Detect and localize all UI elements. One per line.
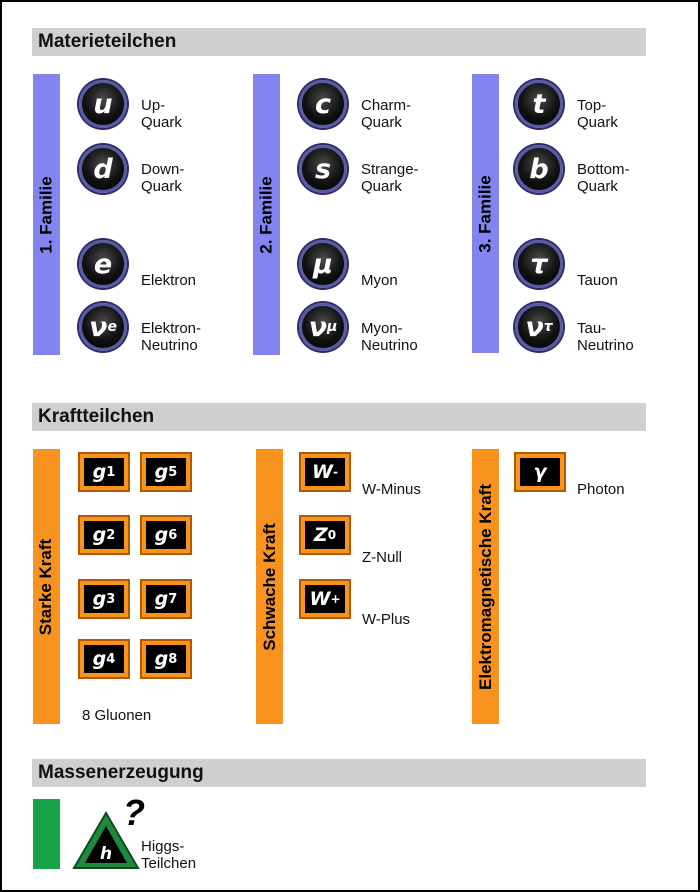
higgs-symbol: h <box>99 844 113 864</box>
higgs-question-mark: ? <box>123 792 145 833</box>
w-plus-label: W-Plus <box>362 611 411 628</box>
z-null-label: Z-Null <box>362 549 402 566</box>
family-1-bar <box>33 74 60 355</box>
family-3-bar <box>472 74 499 353</box>
gluons-caption: 8 Gluonen <box>82 707 152 724</box>
gluon-7-icon: g 7 <box>142 581 190 617</box>
down-quark-label: Down- Quark <box>141 161 185 195</box>
bottom-quark-label: Bottom- Quark <box>577 161 630 195</box>
em-force-bar <box>472 449 499 724</box>
w-minus-icon: W - <box>301 454 349 490</box>
gluon-3-icon: g 3 <box>80 581 128 617</box>
up-quark-icon: u <box>79 80 127 128</box>
strong-force-label: Starke Kraft <box>36 538 56 635</box>
photon-label: Photon <box>577 481 625 498</box>
charm-quark-icon: c <box>299 80 347 128</box>
tauon-label: Tauon <box>577 272 618 289</box>
tauon-icon: τ <box>515 240 563 288</box>
top-quark-icon: t <box>515 80 563 128</box>
w-minus-label: W-Minus <box>362 481 421 498</box>
weak-force-bar <box>256 449 283 724</box>
gluon-1-icon: g 1 <box>80 454 128 490</box>
matter-section-header: Materieteilchen <box>32 28 646 56</box>
gluon-6-icon: g 6 <box>142 517 190 553</box>
gluon-5-icon: g 5 <box>142 454 190 490</box>
family-2-bar <box>253 74 280 355</box>
strange-quark-label: Strange- Quark <box>361 161 419 195</box>
electron-neutrino-label: Elektron- Neutrino <box>141 320 202 354</box>
myon-neutrino-label: Myon- Neutrino <box>361 320 418 354</box>
gluon-8-icon: g 8 <box>142 641 190 677</box>
gluon-2-icon: g 2 <box>80 517 128 553</box>
tau-neutrino-icon: ν τ <box>515 303 563 351</box>
w-plus-icon: W + <box>301 581 349 617</box>
down-quark-icon: d <box>79 145 127 193</box>
tau-neutrino-label: Tau- Neutrino <box>577 320 634 354</box>
top-quark-label: Top- Quark <box>577 97 618 131</box>
z-null-icon: Z 0 <box>301 517 349 553</box>
strong-force-bar <box>33 449 60 724</box>
family-3-label: 3. Familie <box>475 174 495 253</box>
force-section-header: Kraftteilchen <box>32 403 646 431</box>
higgs-bar <box>33 799 60 869</box>
charm-quark-label: Charm- Quark <box>361 97 412 131</box>
electron-label: Elektron <box>141 272 197 289</box>
weak-force-label: Schwache Kraft <box>259 522 279 651</box>
family-2-label: 2. Familie <box>256 175 276 254</box>
myon-icon: μ <box>299 240 347 288</box>
gluon-4-icon: g 4 <box>80 641 128 677</box>
higgs-label: Higgs- Teilchen <box>141 838 197 872</box>
mass-section-header: Massenerzeugung <box>32 759 646 787</box>
strange-quark-icon: s <box>299 145 347 193</box>
electron-icon: e <box>79 240 127 288</box>
family-1-label: 1. Familie <box>36 175 56 254</box>
up-quark-label: Up- Quark <box>141 97 182 131</box>
myon-neutrino-icon: ν μ <box>299 303 347 351</box>
photon-icon: γ <box>516 454 564 490</box>
myon-label: Myon <box>361 272 398 289</box>
electron-neutrino-icon: ν e <box>79 303 127 351</box>
bottom-quark-icon: b <box>515 145 563 193</box>
em-force-label: Elektromagnetische Kraft <box>475 483 495 690</box>
